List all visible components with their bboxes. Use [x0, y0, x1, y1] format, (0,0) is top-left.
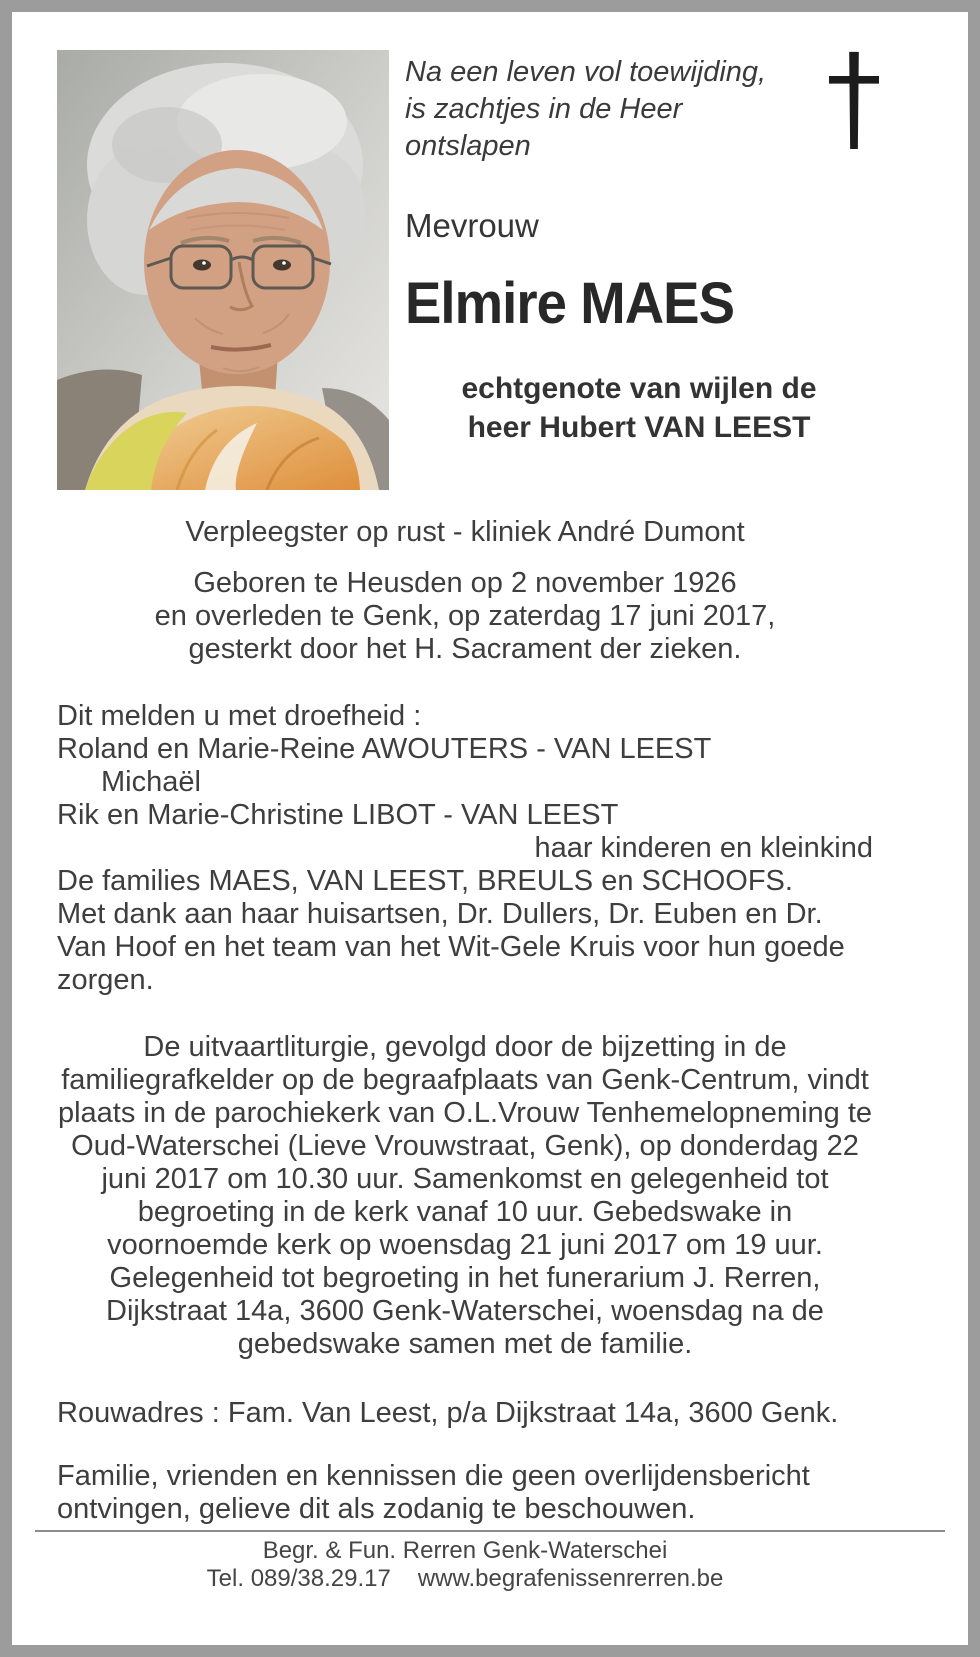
epitaph-line: ontslapen [405, 130, 531, 162]
spouse-block [405, 369, 873, 447]
footer-section [12, 1530, 968, 1645]
obituary-card [12, 12, 968, 1645]
header-text-column [389, 50, 873, 490]
family-member-line: Michaël [101, 766, 201, 798]
notice-paragraph: Familie, vrienden en kennissen die geen overlijdensbericht ontvingen, gelieve dit als zodanig te beschouwen. [57, 1460, 810, 1525]
deceased-name: Elmire MAES [405, 271, 734, 336]
birth-death-line: Geboren te Heusden op 2 november 1926 [193, 567, 737, 599]
spouse-line: heer Hubert VAN LEEST [467, 411, 811, 444]
announcement-intro: Dit melden u met droefheid : [57, 700, 422, 732]
epitaph-line: Na een leven vol toewijding, [405, 56, 767, 88]
profession-line: Verpleegster op rust - kliniek André Dumont [185, 516, 745, 548]
birth-death-line: en overleden te Genk, op zaterdag 17 juni 2017, [154, 600, 776, 632]
birth-death-line: gesterkt door het H. Sacrament der zieken. [188, 633, 742, 665]
footer-contact-row [57, 1565, 873, 1593]
service-paragraph: De uitvaartliturgie, gevolgd door de bijzetting in de familiegrafkelder op de begraafplaats van Genk-Centrum, vindt plaats in de parochiekerk van O.L.Vrouw Tenhemelopneming te Oud-Waterschei (Lieve Vrouwstraat, Genk), op donderdag 22 juni 2017 om 10.30 uur. Samenkomst en gelegenheid tot begroeting in de kerk vanaf 10 uur. Gebedswake in voornoemde kerk op woensdag 21 juni 2017 om 19 uur. Gelegenheid tot begroeting in het funerarium J. Rerren, Dijkstraat 14a, 3600 Genk-Waterschei, woensdag na de gebedswake samen met de familie. [57, 1031, 873, 1360]
obituary-content [12, 12, 968, 1530]
funeral-home-website[interactable]: www.begrafenissenrerren.be [417, 1565, 724, 1592]
funeral-home-phone: Tel. 089/38.29.17 [206, 1565, 391, 1592]
families-line: De families MAES, VAN LEEST, BREULS en SCHOOFS. [57, 865, 793, 897]
family-member-line: Roland en Marie-Reine AWOUTERS - VAN LEEST [57, 733, 712, 765]
epitaph [405, 54, 873, 165]
relation-line: haar kinderen en kleinkind [534, 832, 873, 864]
footer-text [12, 1535, 968, 1593]
epitaph-line: is zachtjes in de Heer [405, 93, 683, 125]
mourning-address: Rouwadres : Fam. Van Leest, p/a Dijkstraat 14a, 3600 Genk. [57, 1397, 839, 1429]
header-section [57, 50, 873, 490]
portrait-photo [57, 50, 389, 490]
family-member-line: Rik en Marie-Christine LIBOT - VAN LEEST [57, 799, 619, 831]
salutation-text: Mevrouw [405, 207, 539, 244]
footer-divider [35, 1530, 945, 1532]
announcement-block [57, 700, 873, 997]
funeral-home-name: Begr. & Fun. Rerren Genk-Waterschei [262, 1537, 668, 1564]
spouse-line: echtgenote van wijlen de [461, 372, 817, 405]
cross-icon [827, 50, 881, 150]
thanks-paragraph: Met dank aan haar huisartsen, Dr. Dullers, Dr. Euben en Dr. Van Hoof en het team van het Wit-Gele Kruis voor hun goede zorgen. [57, 898, 845, 996]
birth-death-block [57, 567, 873, 666]
